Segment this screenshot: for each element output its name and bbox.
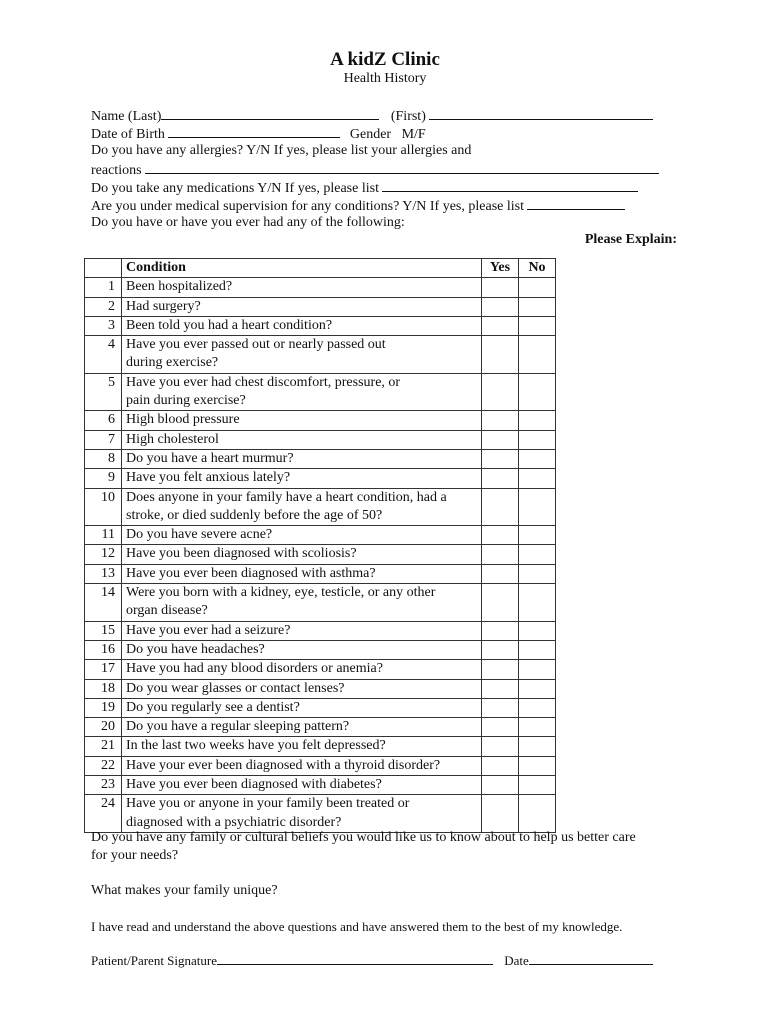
medications-row xyxy=(91,178,638,198)
yes-column-header: Yes xyxy=(482,259,519,278)
beliefs-question-line-1: Do you have any family or cultural beliefs you would like us to know about to help us better care xyxy=(91,830,636,845)
no-answer-cell[interactable] xyxy=(519,373,556,411)
have-had-label: Do you have or have you ever had any of the following: xyxy=(91,215,405,230)
table-row xyxy=(85,698,556,717)
yes-answer-cell[interactable] xyxy=(482,584,519,622)
yes-answer-cell[interactable] xyxy=(482,316,519,335)
table-row xyxy=(85,776,556,795)
allergies-field[interactable] xyxy=(145,160,659,174)
yes-answer-cell[interactable] xyxy=(482,545,519,564)
yes-answer-cell[interactable] xyxy=(482,526,519,545)
yes-answer-cell[interactable] xyxy=(482,336,519,374)
condition-text-line: Do you regularly see a dentist? xyxy=(126,699,300,715)
condition-text xyxy=(122,756,482,775)
condition-text xyxy=(122,373,482,411)
yes-answer-cell[interactable] xyxy=(482,660,519,679)
supervision-row xyxy=(91,196,625,216)
condition-number: 1 xyxy=(85,278,122,297)
condition-number: 23 xyxy=(85,776,122,795)
yes-answer-cell[interactable] xyxy=(482,718,519,737)
medications-label: Do you take any medications Y/N If yes, please list xyxy=(91,181,379,196)
condition-text xyxy=(122,526,482,545)
condition-number: 11 xyxy=(85,526,122,545)
yes-answer-cell[interactable] xyxy=(482,449,519,468)
conditions-table xyxy=(84,258,556,833)
table-row xyxy=(85,621,556,640)
table-header-row xyxy=(85,259,556,278)
allergies-label-line-2: reactions xyxy=(91,163,142,178)
condition-text xyxy=(122,698,482,717)
condition-text-line: Do you have a regular sleeping pattern? xyxy=(126,719,350,735)
condition-number: 4 xyxy=(85,336,122,374)
condition-text xyxy=(122,278,482,297)
yes-answer-cell[interactable] xyxy=(482,776,519,795)
condition-text xyxy=(122,469,482,488)
condition-text-line: Do you have a heart murmur? xyxy=(126,450,294,466)
number-column-header xyxy=(85,259,122,278)
no-answer-cell[interactable] xyxy=(519,526,556,545)
yes-answer-cell[interactable] xyxy=(482,737,519,756)
condition-text-line: Have you been diagnosed with scoliosis? xyxy=(126,546,357,562)
no-answer-cell[interactable] xyxy=(519,795,556,833)
condition-text-line: Were you born with a kidney, eye, testicle, or any other xyxy=(126,585,436,601)
table-row xyxy=(85,316,556,335)
condition-number: 12 xyxy=(85,545,122,564)
no-answer-cell[interactable] xyxy=(519,430,556,449)
table-row xyxy=(85,373,556,411)
condition-number: 7 xyxy=(85,430,122,449)
no-answer-cell[interactable] xyxy=(519,737,556,756)
no-answer-cell[interactable] xyxy=(519,564,556,583)
no-answer-cell[interactable] xyxy=(519,449,556,468)
no-answer-cell[interactable] xyxy=(519,718,556,737)
condition-text-line: In the last two weeks have you felt depressed? xyxy=(126,738,386,754)
condition-text-line: High cholesterol xyxy=(126,431,219,447)
table-row xyxy=(85,526,556,545)
condition-number: 18 xyxy=(85,679,122,698)
no-answer-cell[interactable] xyxy=(519,316,556,335)
condition-number: 22 xyxy=(85,756,122,775)
table-row xyxy=(85,449,556,468)
yes-answer-cell[interactable] xyxy=(482,640,519,659)
no-answer-cell[interactable] xyxy=(519,336,556,374)
signature-field[interactable] xyxy=(217,951,493,965)
table-row xyxy=(85,336,556,374)
no-answer-cell[interactable] xyxy=(519,411,556,430)
condition-text-line: Have you ever been diagnosed with diabetes? xyxy=(126,777,382,793)
name-last-field[interactable] xyxy=(161,106,379,120)
form-title: A kidZ Clinic xyxy=(330,49,440,70)
condition-text-line: organ disease? xyxy=(126,603,208,619)
name-first-label: (First) xyxy=(390,109,426,124)
condition-text xyxy=(122,545,482,564)
table-row xyxy=(85,297,556,316)
allergies-label-line-1: Do you have any allergies? Y/N If yes, please list your allergies and xyxy=(91,143,472,158)
table-row xyxy=(85,278,556,297)
no-answer-cell[interactable] xyxy=(519,488,556,526)
date-label: Date xyxy=(504,953,529,968)
signature-row xyxy=(91,951,653,970)
condition-number: 16 xyxy=(85,640,122,659)
condition-text-line: Does anyone in your family have a heart condition, had a xyxy=(126,489,447,505)
condition-text xyxy=(122,640,482,659)
yes-answer-cell[interactable] xyxy=(482,564,519,583)
condition-text-line: Do you have severe acne? xyxy=(126,527,273,543)
no-answer-cell[interactable] xyxy=(519,776,556,795)
yes-answer-cell[interactable] xyxy=(482,795,519,833)
no-answer-cell[interactable] xyxy=(519,698,556,717)
condition-text xyxy=(122,660,482,679)
condition-text-line: Do you wear glasses or contact lenses? xyxy=(126,680,345,696)
table-row xyxy=(85,679,556,698)
condition-text-line: Been told you had a heart condition? xyxy=(126,317,333,333)
no-answer-cell[interactable] xyxy=(519,584,556,622)
table-row xyxy=(85,660,556,679)
condition-text-line: Have you or anyone in your family been treated or xyxy=(126,796,410,812)
condition-text xyxy=(122,584,482,622)
name-last-label: Name (Last) xyxy=(91,109,162,124)
table-row xyxy=(85,430,556,449)
condition-text-line: Have you ever had chest discomfort, pressure, or xyxy=(126,374,401,390)
no-answer-cell[interactable] xyxy=(519,679,556,698)
yes-answer-cell[interactable] xyxy=(482,679,519,698)
table-row xyxy=(85,584,556,622)
yes-answer-cell[interactable] xyxy=(482,698,519,717)
condition-text-line: Been hospitalized? xyxy=(126,279,233,295)
condition-number: 14 xyxy=(85,584,122,622)
condition-text xyxy=(122,430,482,449)
name-first-field[interactable] xyxy=(429,106,653,120)
no-answer-cell[interactable] xyxy=(519,545,556,564)
condition-text-line: Have you ever been diagnosed with asthma? xyxy=(126,565,376,581)
table-row xyxy=(85,718,556,737)
dob-label: Date of Birth xyxy=(91,127,165,142)
yes-answer-cell[interactable] xyxy=(482,411,519,430)
condition-number: 20 xyxy=(85,718,122,737)
condition-number: 2 xyxy=(85,297,122,316)
table-row xyxy=(85,640,556,659)
table-row xyxy=(85,795,556,833)
yes-answer-cell[interactable] xyxy=(482,278,519,297)
table-row xyxy=(85,564,556,583)
condition-text-line: Have your ever been diagnosed with a thyroid disorder? xyxy=(126,757,441,773)
table-row xyxy=(85,737,556,756)
condition-text-line: Had surgery? xyxy=(126,298,201,314)
condition-number: 15 xyxy=(85,621,122,640)
no-answer-cell[interactable] xyxy=(519,756,556,775)
condition-number: 6 xyxy=(85,411,122,430)
no-column-header: No xyxy=(519,259,556,278)
beliefs-question-line-2: for your needs? xyxy=(91,848,179,863)
condition-number: 17 xyxy=(85,660,122,679)
please-explain-label: Please Explain: xyxy=(584,232,677,247)
condition-number: 19 xyxy=(85,698,122,717)
condition-text-line: Have you had any blood disorders or anemia? xyxy=(126,661,383,677)
condition-text-line: pain during exercise? xyxy=(126,393,246,409)
condition-text-line: during exercise? xyxy=(126,355,219,371)
yes-answer-cell[interactable] xyxy=(482,488,519,526)
condition-number: 9 xyxy=(85,469,122,488)
condition-text xyxy=(122,316,482,335)
table-row xyxy=(85,469,556,488)
date-field[interactable] xyxy=(529,951,653,965)
medications-field[interactable] xyxy=(382,178,638,192)
yes-answer-cell[interactable] xyxy=(482,469,519,488)
condition-text-line: Have you ever passed out or nearly passed out xyxy=(126,337,386,353)
condition-number: 5 xyxy=(85,373,122,411)
condition-text xyxy=(122,718,482,737)
yes-answer-cell[interactable] xyxy=(482,430,519,449)
yes-answer-cell[interactable] xyxy=(482,373,519,411)
condition-text-line: stroke, or died suddenly before the age of 50? xyxy=(126,507,383,523)
beliefs-question xyxy=(91,829,636,865)
signature-label: Patient/Parent Signature xyxy=(91,953,218,968)
condition-text-line: High blood pressure xyxy=(126,412,240,428)
allergies-row xyxy=(91,160,659,180)
table-row xyxy=(85,756,556,775)
condition-text xyxy=(122,411,482,430)
condition-text-line: Have you felt anxious lately? xyxy=(126,470,291,486)
condition-text-line: Do you have headaches? xyxy=(126,641,265,657)
condition-text xyxy=(122,776,482,795)
condition-text xyxy=(122,297,482,316)
no-answer-cell[interactable] xyxy=(519,621,556,640)
attestation-text: I have read and understand the above questions and have answered them to the best of my knowledge. xyxy=(91,919,623,934)
supervision-label: Are you under medical supervision for any conditions? Y/N If yes, please list xyxy=(91,199,524,214)
condition-text-line: Have you ever had a seizure? xyxy=(126,622,291,638)
condition-text xyxy=(122,795,482,833)
form-subtitle: Health History xyxy=(343,71,427,86)
condition-number: 3 xyxy=(85,316,122,335)
condition-number: 8 xyxy=(85,449,122,468)
condition-text xyxy=(122,679,482,698)
condition-text-line: diagnosed with a psychiatric disorder? xyxy=(126,814,342,830)
table-row xyxy=(85,411,556,430)
condition-column-header: Condition xyxy=(122,259,482,278)
table-row xyxy=(85,545,556,564)
condition-text xyxy=(122,336,482,374)
dob-row xyxy=(91,124,426,144)
yes-answer-cell[interactable] xyxy=(482,297,519,316)
condition-text xyxy=(122,621,482,640)
condition-number: 21 xyxy=(85,737,122,756)
table-row xyxy=(85,488,556,526)
condition-text xyxy=(122,488,482,526)
unique-question: What makes your family unique? xyxy=(91,883,278,898)
no-answer-cell[interactable] xyxy=(519,660,556,679)
gender-label: Gender M/F xyxy=(349,127,426,142)
condition-number: 10 xyxy=(85,488,122,526)
name-row xyxy=(91,106,653,126)
yes-answer-cell[interactable] xyxy=(482,621,519,640)
dob-field[interactable] xyxy=(168,124,340,138)
condition-text xyxy=(122,737,482,756)
condition-text xyxy=(122,564,482,583)
supervision-field[interactable] xyxy=(527,196,625,210)
conditions-table-body xyxy=(85,278,556,833)
no-answer-cell[interactable] xyxy=(519,297,556,316)
condition-number: 24 xyxy=(85,795,122,833)
condition-text xyxy=(122,449,482,468)
no-answer-cell[interactable] xyxy=(519,640,556,659)
yes-answer-cell[interactable] xyxy=(482,756,519,775)
no-answer-cell[interactable] xyxy=(519,469,556,488)
condition-number: 13 xyxy=(85,564,122,583)
no-answer-cell[interactable] xyxy=(519,278,556,297)
